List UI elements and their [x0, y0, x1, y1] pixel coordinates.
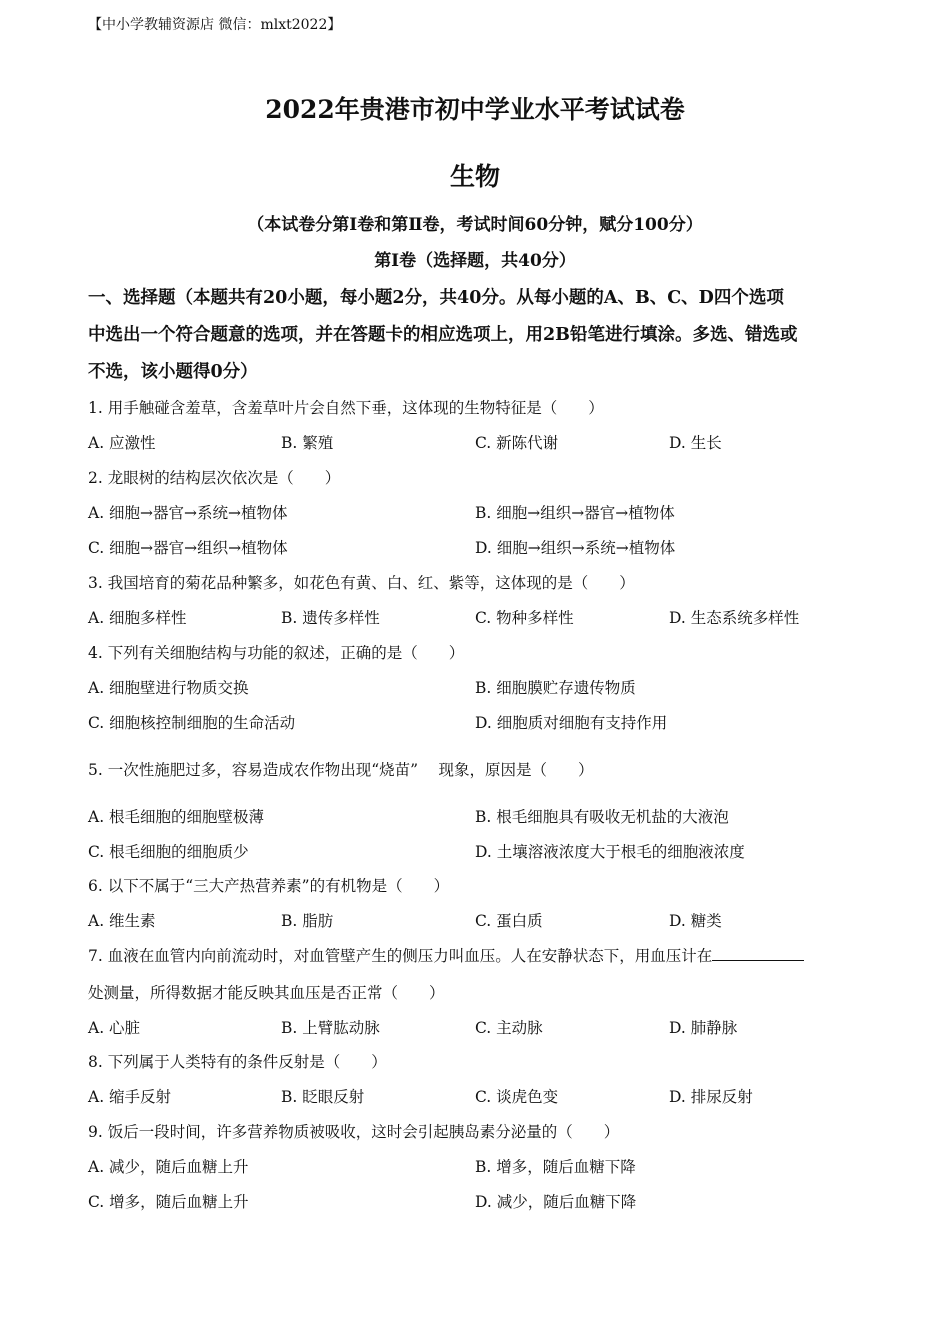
option: D. 细胞→组织→系统→植物体: [475, 539, 676, 557]
option: D. 糖类: [669, 912, 722, 930]
part-title: 第Ⅰ卷（选择题，共40分）: [374, 251, 576, 271]
option: D. 生态系统多样性: [669, 609, 800, 627]
option: B. 上臂肱动脉: [281, 1019, 380, 1037]
option: D. 土壤溶液浓度大于根毛的细胞液浓度: [475, 843, 745, 861]
option: B. 遗传多样性: [281, 609, 380, 627]
option: D. 生长: [669, 434, 722, 452]
option: A. 根毛细胞的细胞壁极薄: [88, 808, 265, 826]
option: B. 细胞膜贮存遗传物质: [475, 679, 636, 697]
option: D. 细胞质对细胞有支持作用: [475, 714, 668, 732]
option: A. 应激性: [88, 434, 156, 452]
page-title: 2022年贵港市初中学业水平考试试卷: [265, 95, 685, 124]
option: A. 细胞多样性: [88, 609, 187, 627]
option: A. 缩手反射: [88, 1088, 172, 1106]
question-stem: 4. 下列有关细胞结构与功能的叙述，正确的是（ ）: [88, 644, 465, 662]
option: C. 谈虎色变: [475, 1088, 559, 1106]
question-stem: [88, 944, 804, 966]
option: C. 细胞→器官→组织→植物体: [88, 539, 288, 557]
option: B. 细胞→组织→器官→植物体: [475, 504, 675, 522]
option: C. 蛋白质: [475, 912, 543, 930]
option: A. 细胞壁进行物质交换: [88, 679, 249, 697]
option: B. 繁殖: [281, 434, 334, 452]
question-stem: 1. 用手触碰含羞草，含羞草叶片会自然下垂，这体现的生物特征是（ ）: [88, 399, 604, 417]
option: C. 新陈代谢: [475, 434, 559, 452]
exam-info: （本试卷分第Ⅰ卷和第Ⅱ卷，考试时间60分钟，赋分100分）: [247, 215, 703, 235]
option: B. 根毛细胞具有吸收无机盐的大液泡: [475, 808, 729, 826]
option: C. 主动脉: [475, 1019, 543, 1037]
option: B. 增多，随后血糖下降: [475, 1158, 636, 1176]
section-instruction-line: 一、选择题（本题共有20小题，每小题2分，共40分。从每小题的A、B、C、D四个选项: [88, 288, 784, 308]
option: B. 眨眼反射: [281, 1088, 365, 1106]
option: C. 细胞核控制细胞的生命活动: [88, 714, 296, 732]
option: C. 物种多样性: [475, 609, 574, 627]
option: A. 维生素: [88, 912, 156, 930]
option: D. 排尿反射: [669, 1088, 753, 1106]
header-note: 【中小学教辅资源店 微信：mlxt2022】: [88, 17, 342, 33]
section-instruction-line: 中选出一个符合题意的选项，并在答题卡的相应选项上，用2B铅笔进行填涂。多选、错选或: [88, 325, 798, 345]
question-stem: 6. 以下不属于“三大产热营养素”的有机物是（ ）: [88, 877, 450, 895]
option: C. 增多，随后血糖上升: [88, 1193, 249, 1211]
option: B. 脂肪: [281, 912, 334, 930]
section-instruction-line: 不选，该小题得0分）: [88, 362, 258, 382]
question-stem: 2. 龙眼树的结构层次依次是（ ）: [88, 469, 341, 487]
answer-blank: [712, 946, 804, 961]
option: D. 减少，随后血糖下降: [475, 1193, 637, 1211]
option: A. 细胞→器官→系统→植物体: [88, 504, 288, 522]
question-stem: 5. 一次性施肥过多，容易造成农作物出现“烧苗” 现象，原因是（ ）: [88, 761, 594, 779]
option: A. 减少，随后血糖上升: [88, 1158, 249, 1176]
option: D. 肺静脉: [669, 1019, 738, 1037]
option: A. 心脏: [88, 1019, 141, 1037]
question-stem-continued: 处测量，所得数据才能反映其血压是否正常（ ）: [88, 984, 445, 1002]
option: C. 根毛细胞的细胞质少: [88, 843, 249, 861]
question-stem: 9. 饭后一段时间，许多营养物质被吸收，这时会引起胰岛素分泌量的（ ）: [88, 1123, 620, 1141]
subject-title: 生物: [449, 162, 500, 191]
question-stem: 8. 下列属于人类特有的条件反射是（ ）: [88, 1053, 387, 1071]
question-stem: 3. 我国培育的菊花品种繁多，如花色有黄、白、红、紫等，这体现的是（ ）: [88, 574, 635, 592]
question-stem-text: 7. 血液在血管内向前流动时，对血管壁产生的侧压力叫血压。人在安静状态下，用血压计在: [88, 947, 713, 965]
